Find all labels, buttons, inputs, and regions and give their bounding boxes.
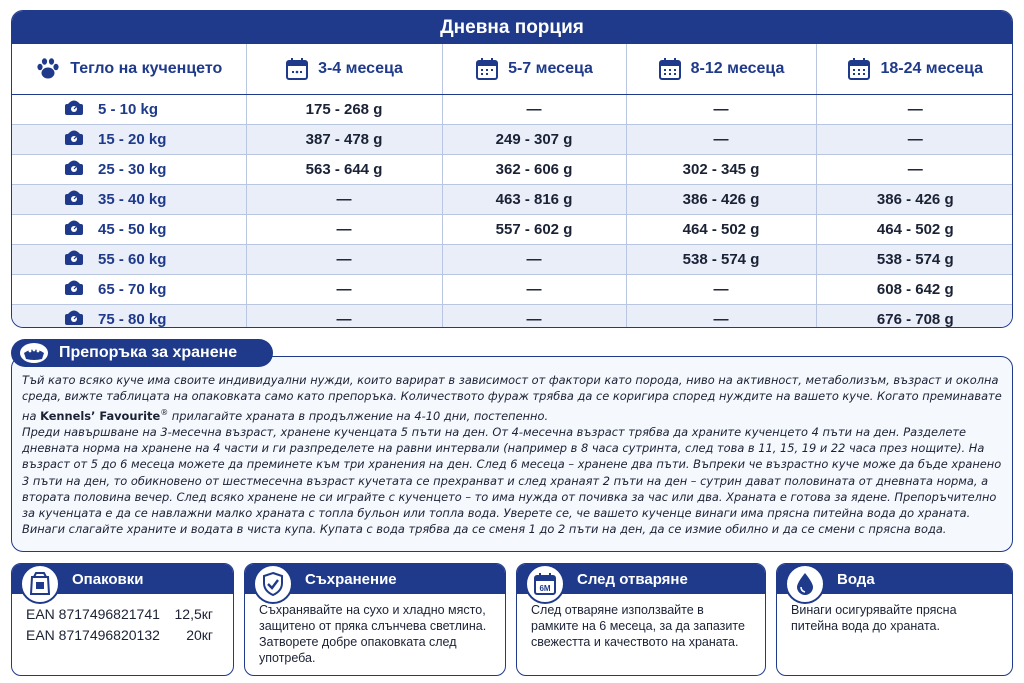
portion-cell: 362 - 606 g <box>442 154 626 184</box>
table-row <box>12 94 1013 124</box>
brand-registered-mark: ® <box>160 407 169 417</box>
weight-cell <box>12 94 246 124</box>
weight-cell <box>12 154 246 184</box>
portion-cell: 463 - 816 g <box>442 184 626 214</box>
recommendation-title-pill <box>11 339 273 367</box>
weight-header <box>12 44 246 94</box>
weight-label: 15 - 20 kg <box>98 130 167 148</box>
recommendation-title: Препоръка за хранене <box>59 344 238 361</box>
age-header <box>246 44 442 94</box>
package-size: 12,5кг <box>174 606 213 622</box>
weight-cell <box>12 274 246 304</box>
storage-box <box>244 563 506 676</box>
portion-cell: — <box>442 244 626 274</box>
scale-icon <box>64 188 84 210</box>
scale-icon <box>64 98 84 120</box>
recommendation-text <box>22 372 1002 538</box>
paw-icon <box>35 57 61 81</box>
weight-label: 35 - 40 kg <box>98 190 167 208</box>
portion-cell: 563 - 644 g <box>246 154 442 184</box>
storage-text: Съхранявайте на сухо и хладно място, защитено от пряка слънчева светлина. Затворете добре опаковката след употреба. <box>259 603 487 665</box>
after-opening-box <box>516 563 766 676</box>
scale-icon <box>64 218 84 240</box>
table-row <box>12 244 1013 274</box>
portion-cell: 676 - 708 g <box>816 304 1013 328</box>
after-opening-title: След отваряне <box>577 570 688 588</box>
weight-label: 65 - 70 kg <box>98 280 167 298</box>
ean-code: EAN 8717496821741 <box>26 606 160 622</box>
table-title: Дневна порция <box>12 11 1012 44</box>
portion-cell: 538 - 574 g <box>626 244 816 274</box>
ean-row <box>26 604 221 625</box>
calendar-icon <box>847 57 871 81</box>
table-row <box>12 124 1013 154</box>
portion-cell: — <box>246 244 442 274</box>
water-title: Вода <box>837 570 875 588</box>
water-drop-icon <box>785 564 825 604</box>
age-header-label: 3-4 месеца <box>318 59 403 77</box>
portion-cell: — <box>626 304 816 328</box>
portion-cell: — <box>816 124 1013 154</box>
portion-cell: — <box>626 274 816 304</box>
ean-row <box>26 625 221 646</box>
portion-cell: 387 - 478 g <box>246 124 442 154</box>
portion-cell: 386 - 426 g <box>816 184 1013 214</box>
weight-cell <box>12 124 246 154</box>
portion-cell: — <box>816 94 1013 124</box>
scale-icon <box>64 158 84 180</box>
age-header <box>442 44 626 94</box>
weight-label: 5 - 10 kg <box>98 100 159 118</box>
portion-cell: 538 - 574 g <box>816 244 1013 274</box>
portion-cell: 464 - 502 g <box>816 214 1013 244</box>
table-row <box>12 304 1013 328</box>
table-row <box>12 214 1013 244</box>
portion-cell: 464 - 502 g <box>626 214 816 244</box>
recommendation-paragraph-1-end: прилагайте храната в продължение на 4-10 дни, постепенно. <box>168 408 549 423</box>
weight-cell <box>12 304 246 328</box>
recommendation-paragraph-1: Тъй като всяко куче има своите индивидуални нужди, които варират в зависимост от фактори като порода, ниво на активност, метаболизъм, възраст и околна среда, вижте таблицата на опаковката само като препоръка. Количеството фураж трябва да се коригира според нуждите на вашето куче. Когато преминавате на <box>22 373 1002 423</box>
weight-label: 45 - 50 kg <box>98 220 167 238</box>
brand-name: Kennels’ Favourite <box>40 408 161 423</box>
calendar-icon <box>475 57 499 81</box>
age-header <box>816 44 1013 94</box>
age-header-label: 5-7 месеца <box>508 59 593 77</box>
age-header-label: 8-12 месеца <box>690 59 785 77</box>
table-row <box>12 274 1013 304</box>
table-row <box>12 154 1013 184</box>
weight-label: 25 - 30 kg <box>98 160 167 178</box>
portion-cell: — <box>626 124 816 154</box>
calendar-icon <box>285 57 309 81</box>
portion-cell: — <box>816 154 1013 184</box>
weight-header-label: Тегло на кученцето <box>70 59 223 77</box>
portion-cell: 608 - 642 g <box>816 274 1013 304</box>
portion-cell: 249 - 307 g <box>442 124 626 154</box>
package-size: 20кг <box>186 627 213 643</box>
packaging-box <box>11 563 234 676</box>
weight-cell <box>12 214 246 244</box>
portion-cell: — <box>246 274 442 304</box>
storage-title: Съхранение <box>305 570 397 588</box>
table-row <box>12 184 1013 214</box>
water-box <box>776 563 1013 676</box>
portion-cell: — <box>626 94 816 124</box>
after-opening-text: След отваряне използвайте в рамките на 6 месеца, за да запазите свежестта и качеството на храната. <box>531 603 745 649</box>
portion-cell: — <box>442 304 626 328</box>
food-bowl-icon <box>19 342 49 364</box>
weight-cell <box>12 184 246 214</box>
age-header-label: 18-24 месеца <box>880 59 984 77</box>
six-months-label: 6M <box>539 584 551 593</box>
portion-cell: — <box>246 304 442 328</box>
calendar-icon <box>658 57 682 81</box>
scale-icon <box>64 308 84 328</box>
ean-code: EAN 8717496820132 <box>26 627 160 643</box>
packaging-title: Опаковки <box>72 570 144 588</box>
recommendation-paragraph-2: Преди навършване на 3-месечна възраст, хранене кученцата 5 пъти на ден. От 4-месечна възраст трябва да храните кученцето 4 пъти на ден. Разделете дневната норма на хранене на 4 части и ги разпределете на равни интервали (например в 8 часа сутринта, след това в 11, 15, 19 и 22 часа през нощите). На възраст от 5 до 6 месеца можете да преминете към три хранения на ден. След 6 месеца – хранене два пъти. Въпреки че възрастно куче може да бъде хранено 3 пъти на ден, то обикновено от шестмесечна възраст кучетата се прехранват и след хранаят 2 пъти на ден – сутрин дават половината от дневната норма, а втората половина вечер. След всяко хранене не си играйте с кученцето – то има нужда от почивка за час или два. Храната е готова за ядене. Препоръчително за кученцата е да се навлажни малко храната с топла бульон или топла вода. Уверете се, че вашето кученце винаги има прясна питейна вода до храната. Винаги слагайте храните и водата в чиста купа. Купата с вода трябва да се сменя 1 до 2 пъти на ден, да се измие обилно и да се смени с прясна вода. <box>22 424 1002 537</box>
table-body <box>12 94 1013 328</box>
water-text: Винаги осигурявайте прясна питейна вода до храната. <box>791 603 957 633</box>
weight-cell <box>12 244 246 274</box>
portion-cell: 386 - 426 g <box>626 184 816 214</box>
bag-icon <box>20 564 60 604</box>
feeding-table <box>12 44 1013 328</box>
weight-label: 55 - 60 kg <box>98 250 167 268</box>
table-header-row <box>12 44 1013 94</box>
portion-cell: 302 - 345 g <box>626 154 816 184</box>
portion-cell: 557 - 602 g <box>442 214 626 244</box>
scale-icon <box>64 128 84 150</box>
scale-icon <box>64 248 84 270</box>
portion-cell: — <box>246 184 442 214</box>
portion-cell: — <box>442 274 626 304</box>
portion-cell: — <box>246 214 442 244</box>
weight-label: 75 - 80 kg <box>98 310 167 328</box>
portion-cell: 175 - 268 g <box>246 94 442 124</box>
portion-cell: — <box>442 94 626 124</box>
calendar-6m-icon <box>525 564 565 604</box>
scale-icon <box>64 278 84 300</box>
feeding-table-card <box>11 10 1013 328</box>
shield-check-icon <box>253 564 293 604</box>
age-header <box>626 44 816 94</box>
